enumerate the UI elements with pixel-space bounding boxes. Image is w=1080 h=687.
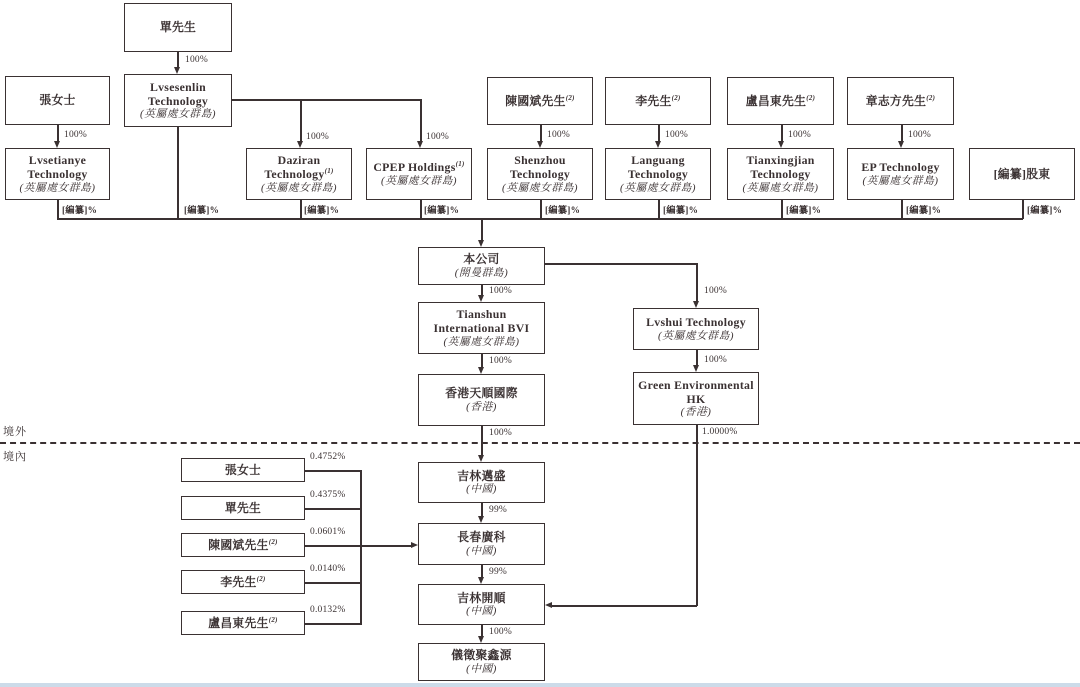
node-label: 單先生 xyxy=(224,500,262,515)
connector-line xyxy=(781,125,783,142)
ownership-label: 99% xyxy=(489,505,508,515)
node-mr-lu xyxy=(727,77,834,125)
node-jurisdiction: (英屬處女群島) xyxy=(620,181,696,194)
ownership-label: 100% xyxy=(64,130,87,140)
ownership-label: 100% xyxy=(704,286,727,296)
ownership-label: [編纂]% xyxy=(62,206,98,216)
node-label: Tianxingjian Technology xyxy=(746,153,815,182)
ownership-label: 100% xyxy=(547,130,570,140)
node-label: CPEP Holdings xyxy=(373,160,456,175)
connector-line xyxy=(658,200,660,219)
node-label: 盧昌東先生 xyxy=(745,93,807,108)
node-jurisdiction: (英屬處女群島) xyxy=(443,335,520,348)
ownership-label: 100% xyxy=(185,55,208,65)
connector-line xyxy=(540,125,542,142)
arrow-down-icon xyxy=(417,141,423,148)
connector-line xyxy=(420,99,422,142)
arrow-down-icon xyxy=(478,577,484,584)
footnote-marker: (1) xyxy=(455,160,465,169)
node-prc-shareholder-mr-li xyxy=(181,570,305,594)
offshore-onshore-divider xyxy=(0,442,1080,444)
arrow-down-icon xyxy=(478,516,484,523)
arrow-down-icon xyxy=(54,141,60,148)
connector-line xyxy=(420,200,422,219)
arrow-down-icon xyxy=(537,141,543,148)
connector-line xyxy=(901,125,903,142)
ownership-label: 100% xyxy=(489,428,512,438)
node-label: 儀徵聚鑫源 xyxy=(451,648,512,663)
connector-line xyxy=(901,200,903,219)
node-label: Green Environmental HK xyxy=(638,377,754,406)
node-ms-zhang xyxy=(5,76,110,125)
node-prc-shareholder-mr-lu xyxy=(181,611,305,635)
connector-line xyxy=(696,263,698,302)
node-jurisdiction: (英屬處女群島) xyxy=(742,181,819,194)
connector-line xyxy=(481,354,483,368)
ownership-label: [編纂]% xyxy=(545,206,581,216)
connector-line xyxy=(305,623,361,625)
offshore-label: 境外 xyxy=(3,426,27,438)
node-label: 吉林開順 xyxy=(457,590,506,605)
node-label: 長春廣科 xyxy=(457,530,506,545)
arrow-down-icon xyxy=(898,141,904,148)
connector-line xyxy=(177,51,179,68)
arrow-down-icon xyxy=(693,301,699,308)
node-label: 單先生 xyxy=(159,20,197,35)
node-prc-shareholder-mr-chen xyxy=(181,533,305,557)
node-label: 張女士 xyxy=(224,462,262,477)
node-jurisdiction: (英屬處女群島) xyxy=(658,329,734,342)
node-label: Lvsetianye Technology xyxy=(27,153,88,182)
node-label: 吉林邁盛 xyxy=(457,468,506,483)
ownership-label: [編纂]% xyxy=(786,206,822,216)
connector-line xyxy=(781,200,783,219)
ownership-label: 100% xyxy=(704,355,727,365)
node-jurisdiction: (香港) xyxy=(680,406,712,419)
connector-line xyxy=(300,99,302,142)
node-jurisdiction: (英屬處女群島) xyxy=(261,181,337,194)
arrow-down-icon xyxy=(655,141,661,148)
node-mr-shan xyxy=(124,3,232,52)
connector-line xyxy=(696,425,698,606)
node-jilin-maisheng xyxy=(418,462,545,503)
node-tianshun-international-bvi xyxy=(418,302,545,354)
ownership-label: 100% xyxy=(489,356,512,366)
node-label: Daziran Technology xyxy=(264,153,325,182)
ownership-label: 100% xyxy=(489,286,512,296)
node-jurisdiction: (英屬處女群島) xyxy=(140,108,216,121)
node-label: 張女士 xyxy=(39,93,76,108)
footnote-marker: (2) xyxy=(256,574,266,583)
node-label: Shenzhou Technology xyxy=(509,153,571,182)
node-label: 李先生 xyxy=(220,574,257,589)
footnote-marker: (2) xyxy=(806,93,816,102)
connector-line xyxy=(481,426,483,456)
arrow-down-icon xyxy=(693,365,699,372)
ownership-label: 100% xyxy=(306,132,329,142)
connector-line xyxy=(696,350,698,366)
node-label: 陳國斌先生 xyxy=(505,93,566,108)
node-green-environmental-hk xyxy=(633,372,759,425)
node-label: [編纂]股東 xyxy=(993,166,1051,181)
connector-line xyxy=(545,263,697,265)
node-jurisdiction: (開曼群島) xyxy=(454,266,509,279)
ownership-label: 0.0132% xyxy=(310,605,346,615)
ownership-label: [編纂]% xyxy=(906,206,942,216)
node-languang xyxy=(605,148,711,200)
ownership-label: [編纂]% xyxy=(424,206,460,216)
node-mr-chen xyxy=(487,77,593,125)
node-label: EP Technology xyxy=(861,160,940,175)
arrow-down-icon xyxy=(478,455,484,462)
node-jurisdiction: (中國) xyxy=(466,544,497,557)
node-cpep-holdings xyxy=(366,148,472,200)
ownership-label: 100% xyxy=(788,130,811,140)
footnote-marker: (2) xyxy=(926,93,936,102)
node-jurisdiction: (英屬處女群島) xyxy=(862,174,939,187)
node-jurisdiction: (英屬處女群島) xyxy=(502,181,578,194)
node-jurisdiction: (中國) xyxy=(466,605,497,618)
footnote-marker: (2) xyxy=(268,537,278,546)
node-jurisdiction: (中國) xyxy=(466,662,497,675)
connector-line xyxy=(481,503,483,517)
connector-line xyxy=(1022,200,1024,219)
ownership-label: 0.0140% xyxy=(310,564,346,574)
footnote-marker: (2) xyxy=(671,93,681,102)
arrow-down-icon xyxy=(478,295,484,302)
node-label: 章志方先生 xyxy=(865,93,927,108)
node-jurisdiction: (英屬處女群島) xyxy=(19,181,96,194)
connector-line xyxy=(305,545,411,547)
ownership-label: 0.4752% xyxy=(310,452,346,462)
node-lvshui xyxy=(633,308,759,350)
node-label: 李先生 xyxy=(635,93,672,108)
connector-line xyxy=(305,470,361,472)
ownership-label: [編纂]% xyxy=(184,206,220,216)
ownership-label: [編纂]% xyxy=(663,206,699,216)
connector-line xyxy=(360,470,362,625)
node-jurisdiction: (香港) xyxy=(466,400,497,413)
node-daziran xyxy=(246,148,352,200)
ownership-label: 100% xyxy=(426,132,449,142)
arrow-down-icon xyxy=(778,141,784,148)
node-label: 盧昌東先生 xyxy=(208,615,269,630)
connector-line xyxy=(232,99,422,101)
ownership-label: 100% xyxy=(489,627,512,637)
node-yizheng-juxinyuan xyxy=(418,643,545,681)
node-label: 本公司 xyxy=(463,252,500,267)
node-shenzhou xyxy=(487,148,593,200)
connector-line xyxy=(57,200,59,219)
connector-line xyxy=(57,218,1023,220)
node-redacted-shareholders xyxy=(969,148,1075,200)
arrow-down-icon xyxy=(297,141,303,148)
ownership-label: 0.0601% xyxy=(310,527,346,537)
node-ep-technology xyxy=(847,148,954,200)
arrow-right-icon xyxy=(411,542,418,548)
node-label: Tianshun International BVI xyxy=(433,307,530,336)
ownership-label: 99% xyxy=(489,567,508,577)
node-lvsesenlin xyxy=(124,74,232,127)
node-changchun-guangke xyxy=(418,523,545,565)
node-jurisdiction: (中國) xyxy=(466,483,497,496)
footnote-marker: (2) xyxy=(268,615,278,624)
connector-line xyxy=(177,127,179,219)
node-jurisdiction: (英屬處女群島) xyxy=(381,174,457,187)
connector-line xyxy=(481,218,483,241)
connector-line xyxy=(57,125,59,142)
onshore-label: 境內 xyxy=(3,451,27,463)
node-mr-li xyxy=(605,77,711,125)
node-prc-shareholder-mr-shan xyxy=(181,496,305,520)
connector-line xyxy=(540,200,542,219)
connector-line xyxy=(305,508,361,510)
node-label: Lvshui Technology xyxy=(646,315,746,330)
ownership-label: 0.4375% xyxy=(310,490,346,500)
ownership-label: 100% xyxy=(908,130,931,140)
ownership-label: [編纂]% xyxy=(1027,206,1063,216)
node-tianxingjian xyxy=(727,148,834,200)
arrow-left-icon xyxy=(545,602,552,608)
arrow-down-icon xyxy=(478,240,484,247)
arrow-down-icon xyxy=(478,367,484,374)
node-hk-tianshun xyxy=(418,374,545,426)
footnote-marker: (1) xyxy=(324,167,334,176)
node-lvsetianye xyxy=(5,148,110,200)
node-label: 香港天順國際 xyxy=(445,386,518,401)
arrow-down-icon xyxy=(478,636,484,643)
ownership-label: 1.0000% xyxy=(702,427,738,437)
node-label: Lvsesenlin Technology xyxy=(147,79,209,108)
node-mr-zhang-zhifang xyxy=(847,77,954,125)
connector-line xyxy=(300,200,302,219)
node-jilin-kaishun xyxy=(418,584,545,625)
connector-line xyxy=(658,125,660,142)
node-company xyxy=(418,247,545,285)
connector-line xyxy=(551,605,697,607)
connector-line xyxy=(305,582,361,584)
page-edge-strip xyxy=(0,683,1080,687)
node-prc-shareholder-ms-zhang xyxy=(181,458,305,482)
ownership-label: 100% xyxy=(665,130,688,140)
footnote-marker: (2) xyxy=(565,93,575,102)
ownership-label: [編纂]% xyxy=(304,206,340,216)
node-label: Languang Technology xyxy=(627,153,689,182)
arrow-down-icon xyxy=(174,67,180,74)
node-label: 陳國斌先生 xyxy=(208,537,269,552)
